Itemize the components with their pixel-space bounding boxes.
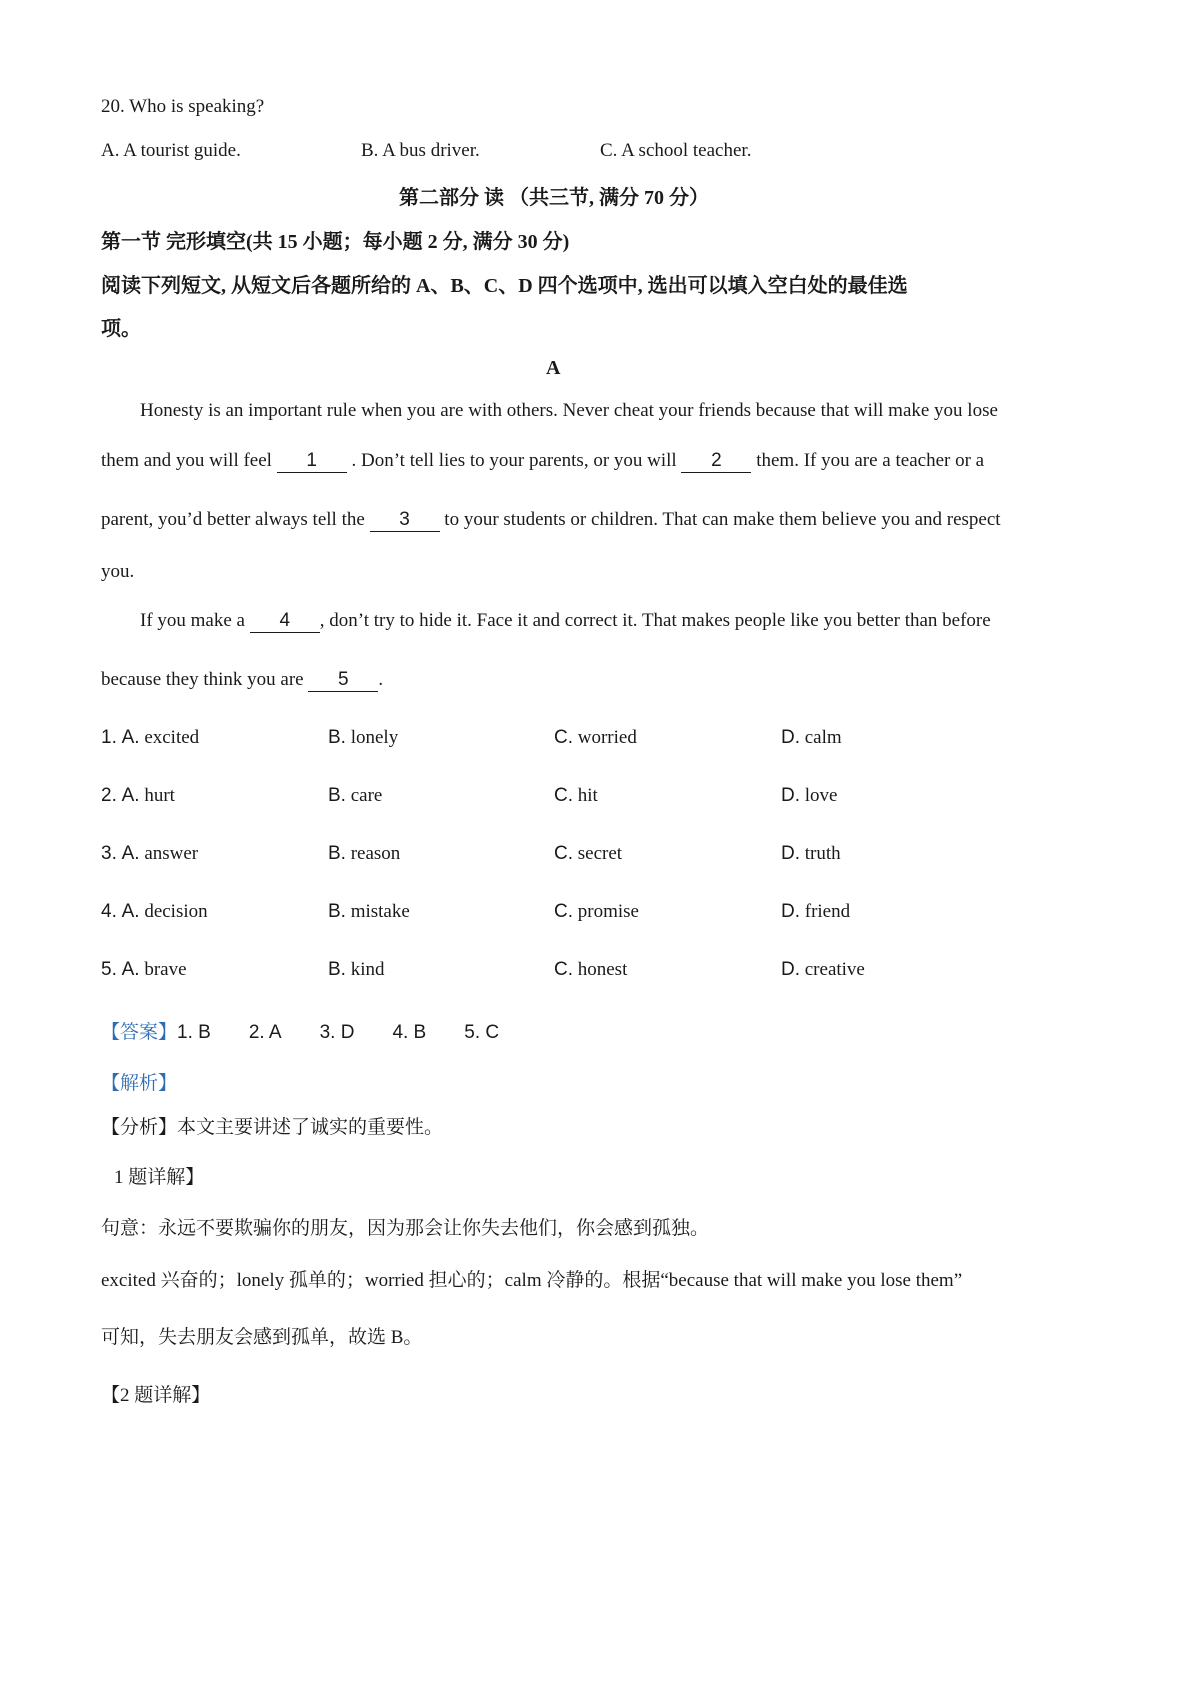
question-row: 1. A. excited <box>101 727 200 748</box>
answer-5: 5. C <box>464 1022 500 1043</box>
question-option: D. truth <box>781 843 841 864</box>
option-text: excited <box>144 727 200 748</box>
passage-line <box>101 669 383 692</box>
passage-text: parent, you’d better always tell the <box>101 509 370 530</box>
question-option: D. calm <box>781 727 842 748</box>
instruction-line-1: 阅读下列短文, 从短文后各题所给的 A、B、C、D 四个选项中, 选出可以填入空白处的最佳选 <box>101 275 908 297</box>
blank-4: 4 <box>250 611 320 633</box>
option-text: answer <box>144 843 199 864</box>
answer-line <box>101 1017 537 1044</box>
analysis-summary: 【分析】本文主要讲述了诚实的重要性。 <box>101 1117 444 1138</box>
question-option: D. creative <box>781 959 865 980</box>
question-row: 2. A. hurt <box>101 785 175 806</box>
answer-1: 1. B <box>177 1022 211 1043</box>
option-text: hurt <box>144 785 175 806</box>
blank-1: 1 <box>277 451 347 473</box>
question-option: C. honest <box>554 959 628 980</box>
answer-3: 3. D <box>319 1022 355 1043</box>
question-option: B. lonely <box>328 727 399 748</box>
question-option: B. kind <box>328 959 385 980</box>
q1-explanation-line-1: excited 兴奋的；lonely 孤单的；worried 担心的；calm 冷静的。根据“because that will make you lose them” <box>101 1270 963 1291</box>
passage-text: them. If you are a teacher or a <box>751 450 985 471</box>
question-row: 3. A. answer <box>101 843 199 864</box>
q1-sentence: 句意：永远不要欺骗你的朋友，因为那会让你失去他们，你会感到孤独。 <box>101 1218 710 1239</box>
passage-line: Honesty is an important rule when you are with others. Never cheat your friends because that will make you lose <box>140 400 998 421</box>
passage-text: them and you will feel <box>101 450 277 471</box>
passage-line <box>101 509 1001 532</box>
listening-option-b: B. A bus driver. <box>361 140 480 161</box>
question-option: D. friend <box>781 901 851 922</box>
passage-text: because they think you are <box>101 669 309 690</box>
blank-3: 3 <box>370 510 440 532</box>
listening-question: 20. Who is speaking? <box>101 96 265 117</box>
question-option: C. hit <box>554 785 598 806</box>
answer-2: 2. A <box>248 1022 282 1043</box>
option-text: brave <box>144 959 187 980</box>
question-row: 4. A. decision <box>101 901 208 922</box>
q1-explanation-line-2: 可知，失去朋友会感到孤单，故选 B。 <box>101 1327 423 1348</box>
question-row: 5. A. brave <box>101 959 187 980</box>
passage-text: . <box>378 669 384 690</box>
passage-text: . Don’t tell lies to your parents, or you will <box>346 450 682 471</box>
listening-option-a: A. A tourist guide. <box>101 140 241 161</box>
answer-label: 【答案】 <box>101 1022 178 1043</box>
passage-line <box>140 610 991 633</box>
question-option: C. worried <box>554 727 637 748</box>
passage-heading: A <box>546 357 561 379</box>
passage-line <box>101 450 984 473</box>
question-option: B. care <box>328 785 383 806</box>
blank-5: 5 <box>308 670 378 692</box>
q2-heading: 【2 题详解】 <box>101 1385 211 1406</box>
q1-heading: 1 题详解】 <box>114 1167 205 1188</box>
part-title: 第二部分 读 （共三节, 满分 70 分） <box>399 187 709 209</box>
question-option: C. secret <box>554 843 623 864</box>
answer-4: 4. B <box>392 1022 427 1043</box>
question-option: C. promise <box>554 901 639 922</box>
option-text: decision <box>144 901 208 922</box>
listening-option-c: C. A school teacher. <box>600 140 752 161</box>
passage-line: you. <box>101 561 135 582</box>
question-option: D. love <box>781 785 838 806</box>
blank-2: 2 <box>681 451 751 473</box>
passage-text: to your students or children. That can make them believe you and respect <box>439 509 1001 530</box>
passage-text: , don’t try to hide it. Face it and correct it. That makes people like you better than before <box>319 610 991 631</box>
analysis-label: 【解析】 <box>101 1073 178 1094</box>
passage-text: If you make a <box>140 610 250 631</box>
section-title: 第一节 完形填空(共 15 小题；每小题 2 分, 满分 30 分) <box>101 231 570 253</box>
question-option: B. mistake <box>328 901 410 922</box>
instruction-line-2: 项。 <box>101 318 141 340</box>
question-option: B. reason <box>328 843 401 864</box>
